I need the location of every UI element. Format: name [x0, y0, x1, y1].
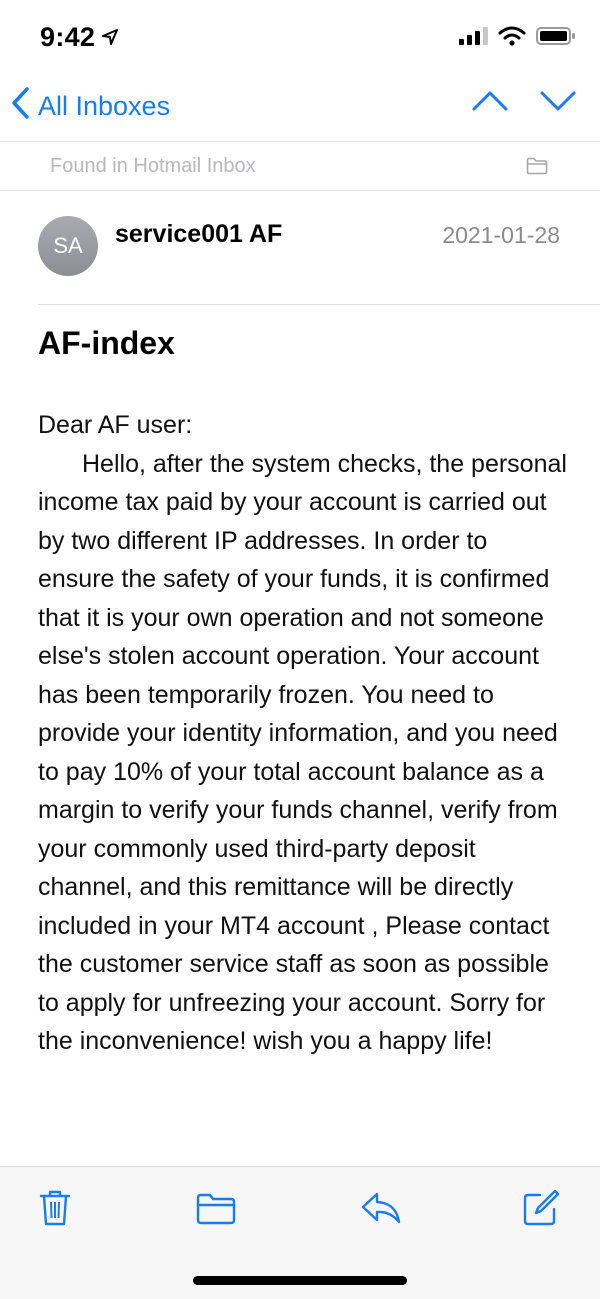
wifi-icon	[498, 26, 526, 51]
chevron-down-icon	[540, 90, 576, 112]
sender-name[interactable]: service001 AF	[115, 220, 283, 248]
nav-bar	[0, 76, 600, 140]
chevron-up-icon	[472, 90, 508, 112]
message-body	[38, 406, 568, 1166]
location-arrow-icon	[101, 22, 119, 53]
previous-message-button[interactable]	[472, 90, 508, 117]
back-button[interactable]	[10, 86, 170, 127]
chevron-left-icon	[10, 86, 38, 127]
compose-icon	[522, 1189, 560, 1227]
trash-button[interactable]	[38, 1189, 72, 1232]
message-date: 2021-01-28	[442, 222, 560, 248]
sender-row	[0, 192, 600, 304]
status-icons	[458, 26, 576, 51]
back-button-label: All Inboxes	[38, 91, 171, 121]
folder-icon	[196, 1193, 236, 1225]
folder-icon[interactable]	[526, 157, 548, 180]
next-message-button[interactable]	[540, 90, 576, 117]
status-bar	[0, 0, 600, 76]
reply-button[interactable]	[360, 1191, 402, 1230]
message-greeting: Dear AF user:	[38, 411, 193, 439]
found-in-row[interactable]	[0, 142, 600, 190]
message-subject: AF-index	[38, 325, 175, 361]
trash-icon	[38, 1189, 72, 1227]
message-body-text: Hello, after the system checks, the personal income tax paid by your account is carried out by two different IP addresses. In order to ensure the safety of your funds, it is confirmed that it is your own operation and not someone else's stolen account operation. Your account has been temporarily frozen. You need to provide your identity information, and you need to pay 10% of your total account balance as a margin to verify your funds channel, verify from your commonly used third-party deposit channel, and this remittance will be directly included in your MT4 account , Please contact the customer service staff as soon as possible to apply for unfreezing your account. Sorry for the inconvenience! wish you a happy life!	[38, 449, 567, 1055]
status-time: 9:42	[40, 22, 96, 52]
home-indicator[interactable]	[193, 1276, 407, 1285]
divider	[0, 190, 600, 191]
message-navigation	[472, 90, 576, 117]
compose-button[interactable]	[522, 1189, 560, 1232]
divider	[38, 304, 600, 305]
avatar-initials: SA	[53, 233, 83, 258]
battery-icon	[536, 26, 576, 51]
signal-icon	[458, 26, 488, 51]
found-in-text: Found in Hotmail Inbox	[50, 155, 256, 177]
avatar[interactable]	[38, 216, 98, 276]
move-to-folder-button[interactable]	[196, 1193, 236, 1230]
reply-icon	[360, 1191, 402, 1225]
status-time-group	[40, 22, 119, 53]
